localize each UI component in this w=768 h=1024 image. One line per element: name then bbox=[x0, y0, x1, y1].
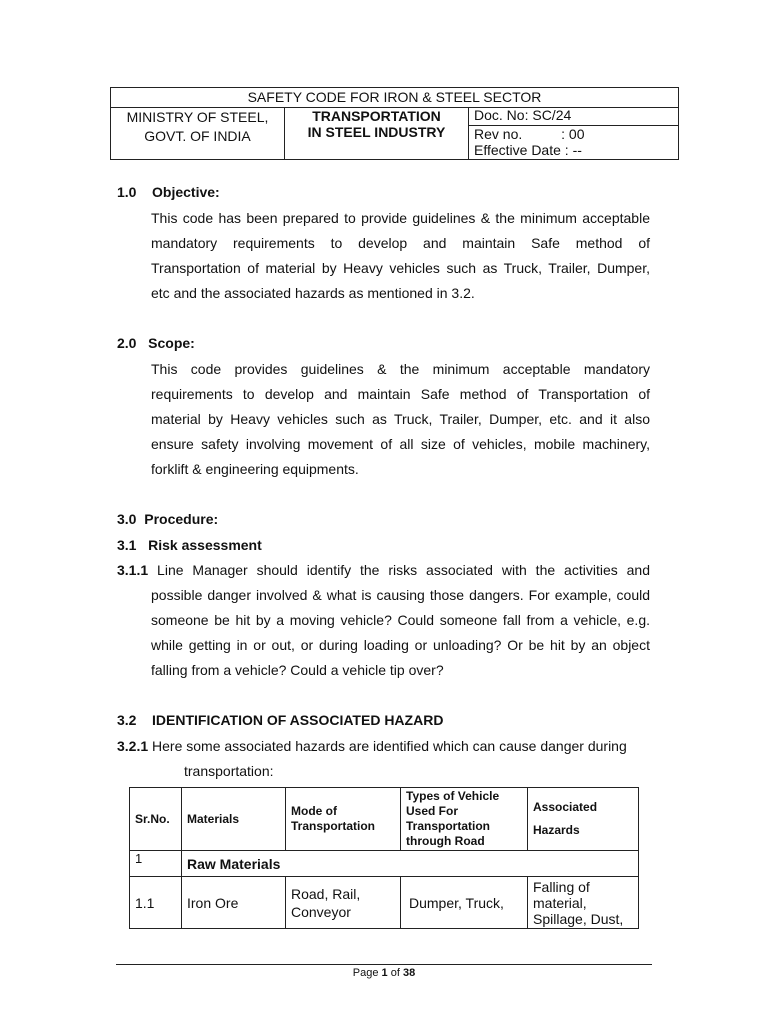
group-number: 1 bbox=[130, 851, 182, 877]
section-1-number: 1.0 bbox=[117, 184, 137, 200]
section-3-2-title: IDENTIFICATION OF ASSOCIATED HAZARD bbox=[152, 712, 444, 728]
effective-date: Effective Date : -- bbox=[474, 142, 582, 158]
section-3-1-1-first bbox=[117, 558, 650, 583]
section-3-1-heading bbox=[117, 537, 262, 553]
section-3-1-1-line: while getting in or out, or during loading or unloading? Or be hit by an object bbox=[151, 637, 650, 653]
page-footer bbox=[0, 967, 768, 979]
document-header-table bbox=[110, 87, 679, 160]
page-of-label: of bbox=[390, 967, 400, 979]
section-3-1-1-body bbox=[151, 583, 650, 683]
section-3-2-1-text: Here some associated hazards are identified which can cause danger during bbox=[152, 738, 627, 754]
col-mode: Mode of Transportation bbox=[286, 788, 401, 851]
page-label: Page bbox=[352, 967, 379, 979]
section-3-2-1-line bbox=[117, 734, 657, 759]
section-2-heading bbox=[117, 335, 195, 351]
subject-line-2: IN STEEL INDUSTRY bbox=[307, 124, 446, 140]
ministry-line-2: GOVT. OF INDIA bbox=[144, 128, 251, 144]
section-2-line: material by Heavy vehicles such as Truck, Trailer, Dumper, etc. and it also bbox=[151, 411, 650, 427]
col-srno: Sr.No. bbox=[130, 788, 182, 851]
page-number: 1 bbox=[381, 967, 388, 979]
hazard-table bbox=[129, 787, 639, 929]
subject-line-1: TRANSPORTATION bbox=[312, 108, 441, 124]
row-mode: Road, Rail, Conveyor bbox=[286, 877, 401, 929]
section-1-title: Objective: bbox=[152, 184, 220, 200]
col-materials: Materials bbox=[182, 788, 286, 851]
section-2-body bbox=[151, 357, 650, 482]
section-2-title: Scope: bbox=[148, 335, 195, 351]
section-3-1-1-number: 3.1.1 bbox=[117, 562, 149, 578]
row-hazards: Falling of material, Spillage, Dust, bbox=[528, 877, 639, 929]
row-material: Iron Ore bbox=[182, 877, 286, 929]
section-3-2-heading bbox=[117, 712, 443, 728]
section-3-1-1-text: Line Manager should identify the risks associated with the activities and bbox=[157, 562, 650, 578]
row-srno: 1.1 bbox=[130, 877, 182, 929]
table-group-row bbox=[130, 851, 639, 877]
rev-number: Rev no. : 00 bbox=[474, 126, 585, 142]
section-1-line: This code has been prepared to provide guidelines & the minimum acceptable bbox=[151, 210, 650, 226]
section-1-line: etc and the associated hazards as mentioned in 3.2. bbox=[151, 285, 475, 301]
section-3-1-number: 3.1 bbox=[117, 537, 137, 553]
section-1-body bbox=[151, 206, 650, 306]
header-title: SAFETY CODE FOR IRON & STEEL SECTOR bbox=[111, 88, 678, 108]
page-total: 38 bbox=[402, 967, 416, 979]
section-1-line: mandatory requirements to develop and maintain Safe method of bbox=[151, 235, 650, 251]
ministry-line-1: MINISTRY OF STEEL, bbox=[126, 109, 269, 125]
group-label: Raw Materials bbox=[182, 851, 639, 877]
section-3-2-number: 3.2 bbox=[117, 712, 137, 728]
col-vehicle: Types of Vehicle Used For Transportation through Road bbox=[401, 788, 528, 851]
section-3-2-1-number: 3.2.1 bbox=[117, 738, 149, 754]
header-subject bbox=[285, 107, 469, 160]
section-2-line: forklift & engineering equipments. bbox=[151, 461, 359, 477]
section-3-1-1-line: possible danger involved & what is causing those dangers. For example, could bbox=[151, 587, 650, 603]
section-3-number: 3.0 bbox=[117, 511, 137, 527]
footer-divider bbox=[116, 964, 652, 965]
section-3-title: Procedure: bbox=[144, 511, 219, 527]
section-3-2-1 bbox=[117, 734, 657, 759]
section-2-number: 2.0 bbox=[117, 335, 137, 351]
section-3-1-1-line: falling from a vehicle? Could a vehicle tip over? bbox=[151, 662, 444, 678]
section-3-1-1-line: someone be hit by a moving vehicle? Could someone fall from a vehicle, e.g. bbox=[151, 612, 650, 628]
row-vehicle: Dumper, Truck, bbox=[401, 877, 528, 929]
section-1-heading bbox=[117, 184, 220, 200]
header-doc-info bbox=[469, 107, 678, 160]
col-hazards: Associated Hazards bbox=[528, 788, 639, 851]
section-2-line: ensure safety involving movement of all size of vehicles, mobile machinery, bbox=[151, 436, 650, 452]
doc-number: Doc. No: SC/24 bbox=[469, 107, 678, 126]
table-row bbox=[130, 877, 639, 929]
section-3-1-title: Risk assessment bbox=[148, 537, 262, 553]
section-2-line: This code provides guidelines & the minimum acceptable mandatory bbox=[151, 361, 650, 377]
table-header-row bbox=[130, 788, 639, 851]
section-3-1-1-line bbox=[117, 558, 650, 583]
header-ministry bbox=[111, 107, 285, 160]
section-1-line: Transportation of material by Heavy vehicles such as Truck, Trailer, Dumper, bbox=[151, 260, 650, 276]
section-2-line: requirements to develop and maintain Safe method of Transportation of bbox=[151, 386, 650, 402]
section-3-heading bbox=[117, 511, 218, 527]
section-3-2-1-cont: transportation: bbox=[184, 763, 274, 779]
